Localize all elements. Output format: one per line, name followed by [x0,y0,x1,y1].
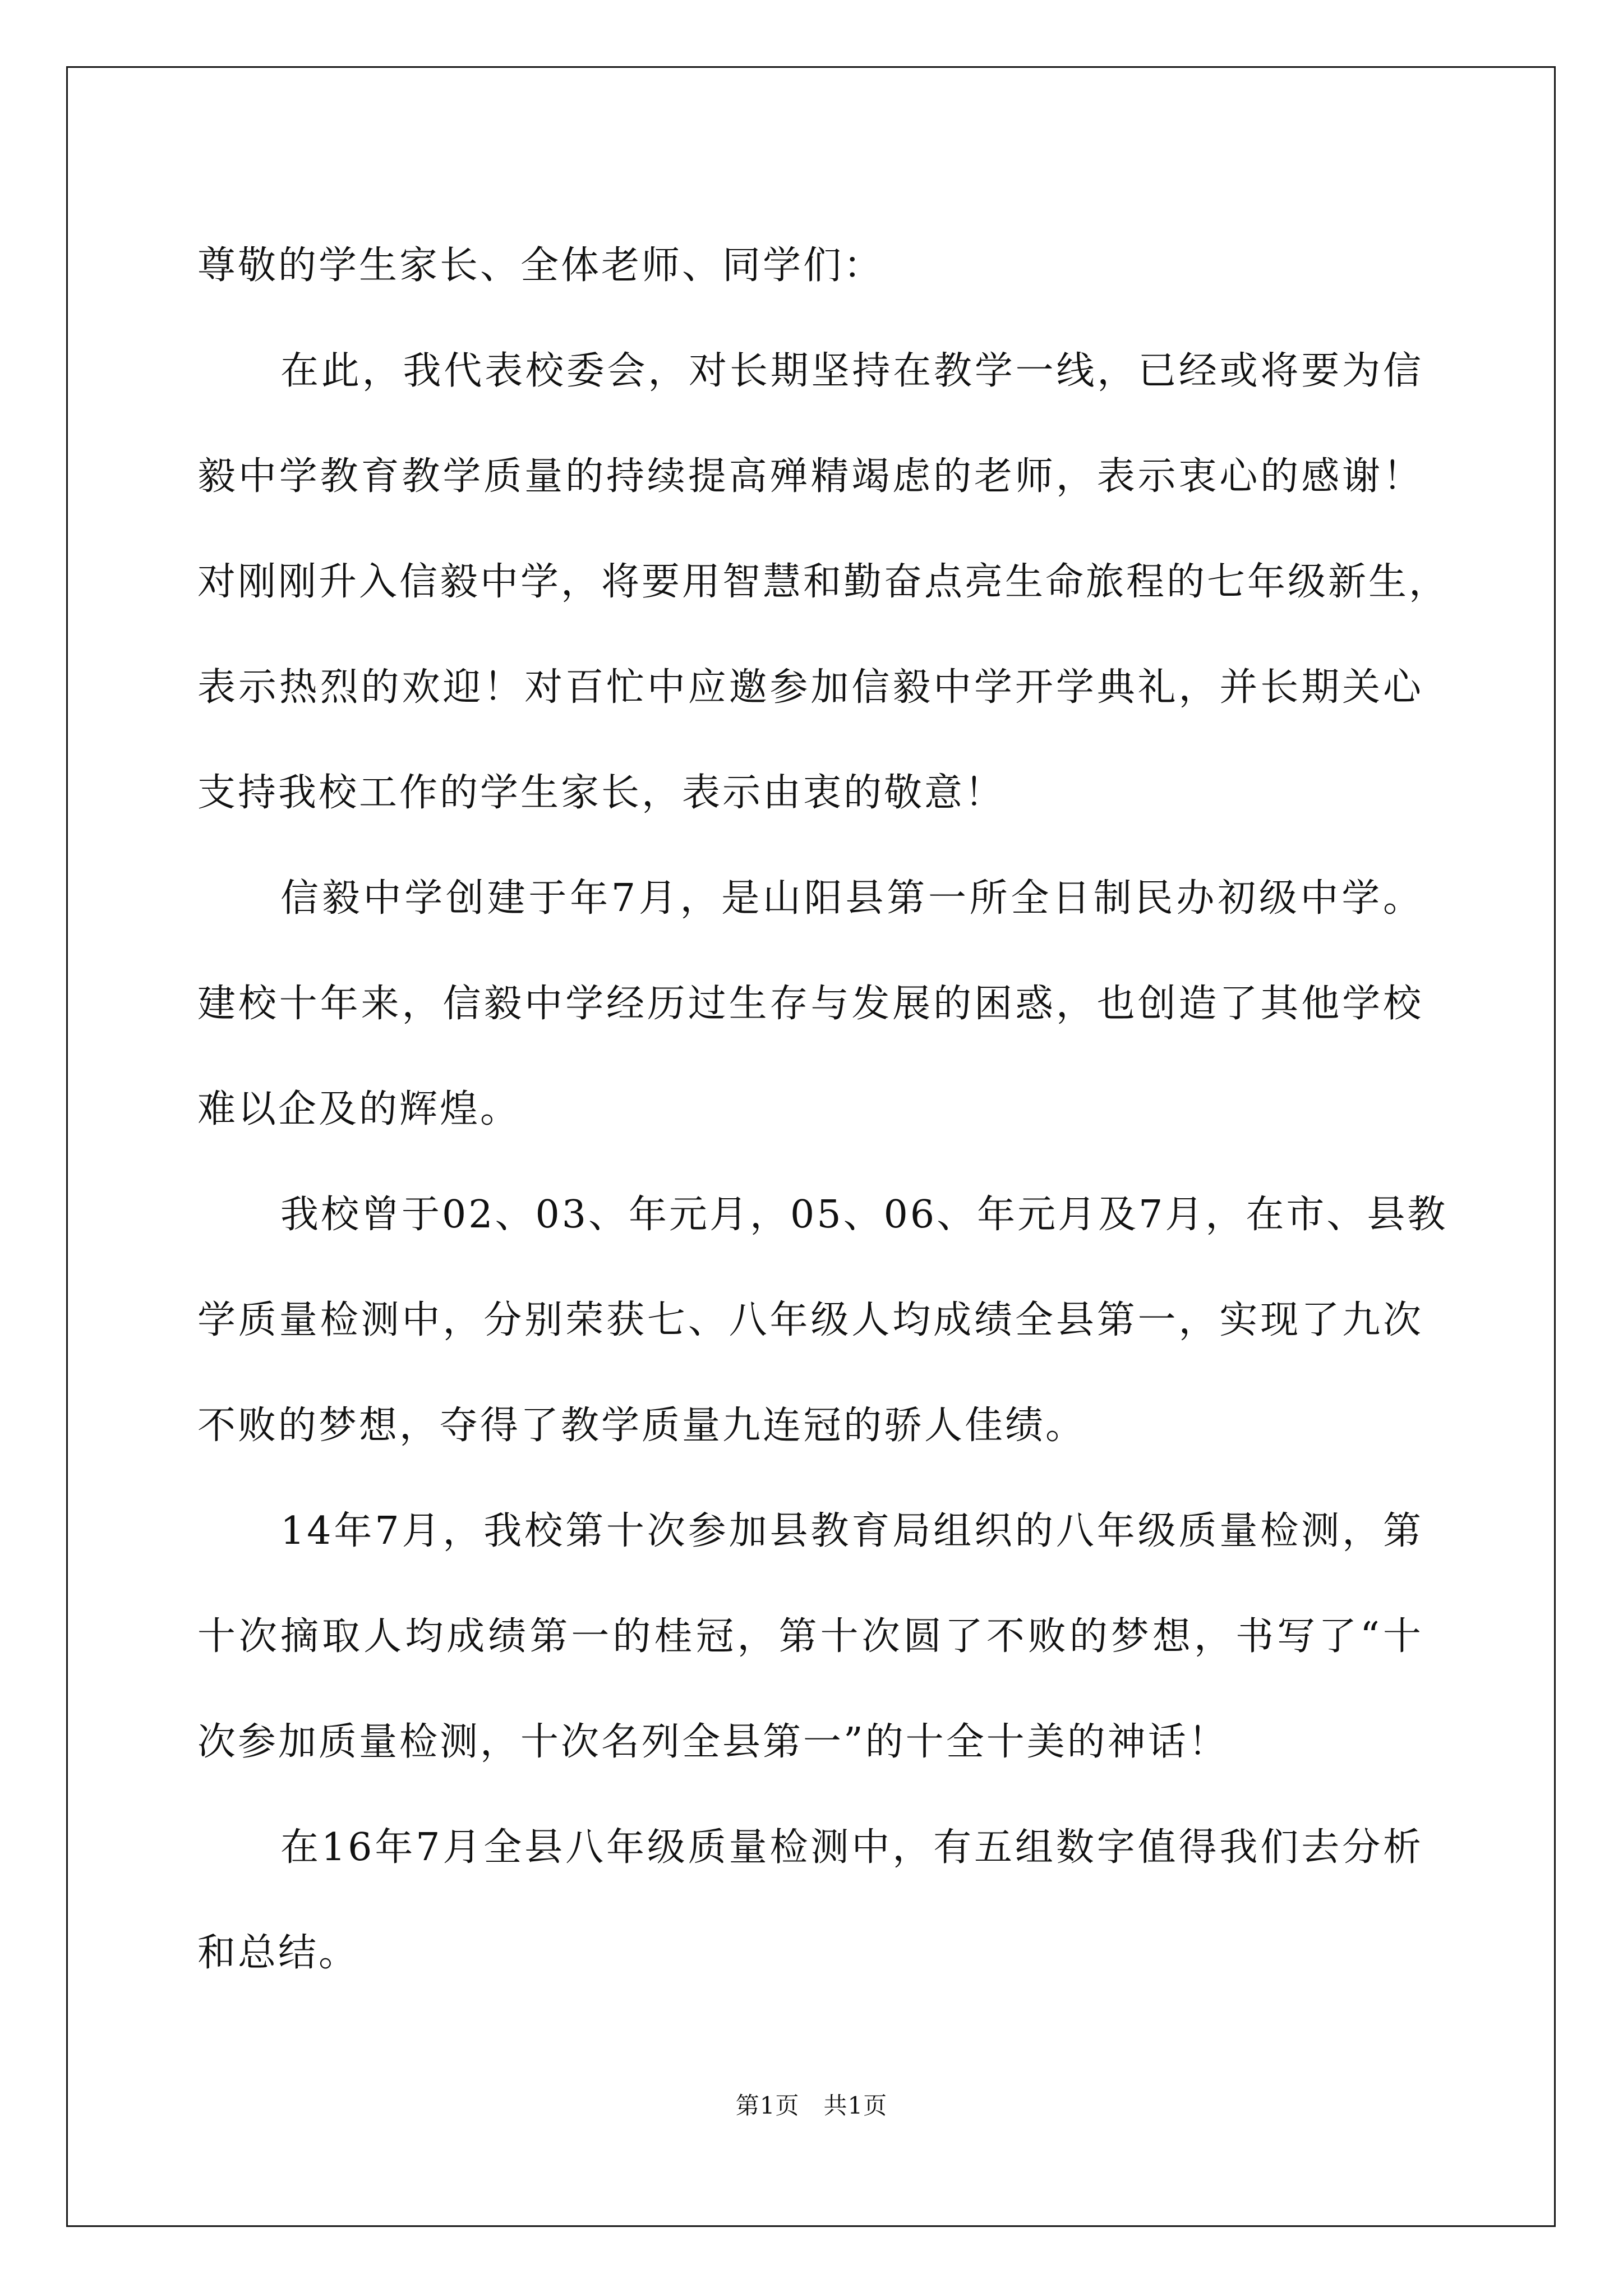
paragraph-line: 毅中学教育教学质量的持续提高殚精竭虑的老师，表示衷心的感谢！ [197,454,1423,499]
paragraph-line: 难以企及的辉煌。 [197,1087,521,1131]
paragraph-line: 表示热烈的欢迎！对百忙中应邀参加信毅中学开学典礼，并长期关心 [197,665,1423,710]
paragraph-line: 次参加质量检测，十次名列全县第一”的十全十美的神话！ [197,1720,1229,1764]
document-body [197,213,1450,2006]
page-number-footer: 第1页 共1页 [735,2092,888,2119]
paragraph-line: 十次摘取人均成绩第一的桂冠，第十次圆了不败的梦想，书写了“十 [197,1614,1423,1659]
paragraph-line: 在此，我代表校委会，对长期坚持在教学一线，已经或将要为信 [280,349,1423,393]
paragraph-line: 我校曾于02、03、年元月，05、06、年元月及7月，在市、县教 [280,1193,1448,1237]
salutation-line: 尊敬的学生家长、全体老师、同学们： [197,243,884,288]
paragraph-line: 不败的梦想，夺得了教学质量九连冠的骄人佳绩。 [197,1404,1086,1448]
paragraph-line: 对刚刚升入信毅中学，将要用智慧和勤奋点亮生命旅程的七年级新生， [197,560,1450,604]
paragraph-line: 信毅中学创建于年7月，是山阳县第一所全日制民办初级中学。 [280,876,1423,921]
paragraph-line: 支持我校工作的学生家长，表示由衷的敬意！ [197,771,1006,815]
paragraph-line: 在16年7月全县八年级质量检测中，有五组数字值得我们去分析 [280,1825,1423,1870]
paragraph-line: 14年7月，我校第十次参加县教育局组织的八年级质量检测，第 [280,1509,1423,1553]
paragraph-line: 学质量检测中，分别荣获七、八年级人均成绩全县第一，实现了九次 [197,1298,1423,1342]
paragraph-line: 和总结。 [197,1931,359,1975]
paragraph-line: 建校十年来，信毅中学经历过生存与发展的困惑，也创造了其他学校 [197,982,1423,1026]
